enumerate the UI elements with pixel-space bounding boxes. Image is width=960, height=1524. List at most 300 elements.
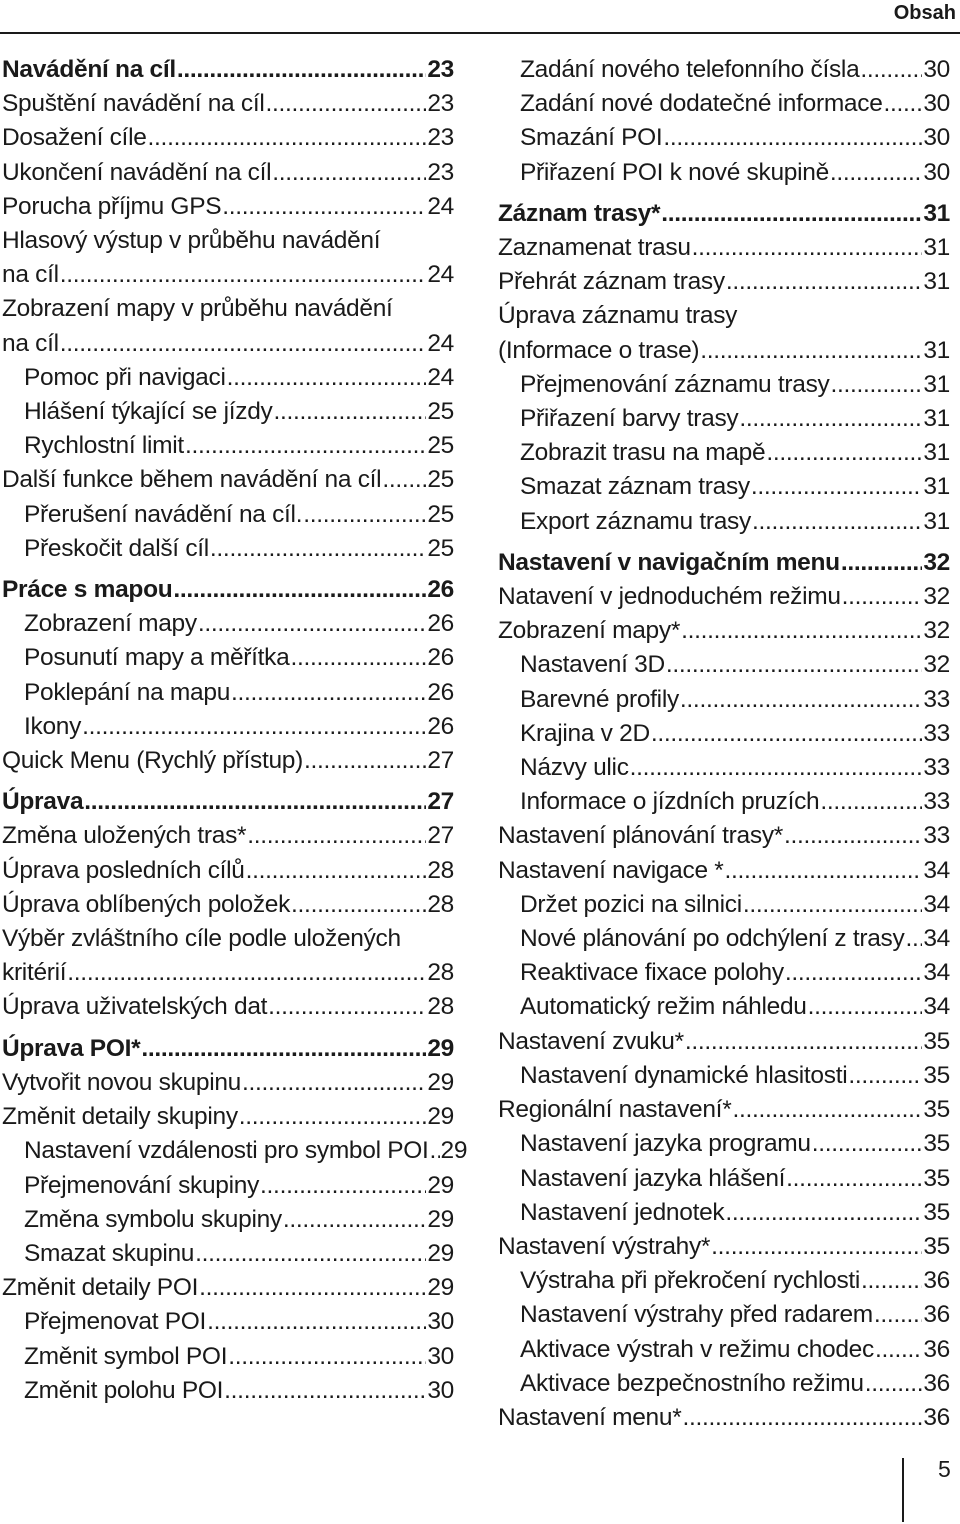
dot-leader [752,505,922,539]
toc-entry-page: 34 [923,890,950,918]
dot-leader [273,395,426,429]
toc-entry [498,683,950,717]
toc-entry-title: Úprava POI* [2,1034,141,1062]
toc-entry-line [24,429,454,463]
dot-leader [808,990,923,1024]
toc-entry-line [520,751,950,785]
toc-entry [498,922,950,956]
toc-entry-title: Držet pozici na silnici [520,890,742,918]
toc-entry [498,1333,950,1367]
toc-entry-line [520,683,950,717]
toc-entry-line [24,1374,454,1408]
toc-entry-title: Smazat záznam trasy [520,473,750,501]
toc-entry [498,1127,950,1161]
toc-entry-title: na cíl [2,261,59,289]
toc-entry-page: 31 [923,405,950,433]
toc-entry-title: Další funkce během navádění na cíl [2,466,382,494]
toc-entry-title-line1: Úprava záznamu trasy [498,302,738,330]
toc-entry-line [2,87,454,121]
toc-entry-page: 34 [923,959,950,987]
toc-entry [2,1203,454,1237]
toc-entry-title: Nastavení jazyka programu [520,1130,811,1158]
dot-leader [242,1066,426,1100]
toc-entry-page: 29 [427,1274,454,1302]
toc-entry-line [2,990,454,1024]
toc-entry-page: 26 [427,712,454,740]
dot-leader [875,1333,922,1367]
toc-entry-title: Barevné profily [520,685,679,713]
dot-leader [663,121,922,155]
toc-entry-title: Změna symbolu skupiny [24,1205,282,1233]
toc-entry-line [498,819,950,853]
dot-leader [651,717,922,751]
toc-entry-page: 31 [923,336,950,364]
toc-entry-line [520,121,950,155]
toc-entry-title: Úprava uživatelských dat [2,993,268,1021]
dot-leader [865,1367,923,1401]
toc-entry-page: 24 [427,261,454,289]
toc-entry-line [498,1093,950,1127]
toc-entry-title: Nastavení v navigačním menu [498,548,840,576]
toc-entry [2,361,454,395]
toc-entry-title: Nastavení 3D [520,651,665,679]
dot-leader [739,402,922,436]
toc-entry-title: Natavení v jednoduchém režimu [498,583,841,611]
toc-entry-title: Úprava posledních cílů [2,856,245,884]
dot-leader [700,334,922,368]
toc-entry-title: Změnit symbol POI [24,1342,228,1370]
toc-entry-title: Přiřazení POI k nové skupině [520,158,829,186]
toc-entry-title: Přeskočit další cíl [24,534,209,562]
dot-leader [725,1196,922,1230]
dot-leader [812,1127,923,1161]
dot-leader [860,53,922,87]
toc-entry-title: Přejmenování záznamu trasy [520,370,830,398]
toc-entry-page: 27 [427,747,454,775]
toc-entry-line [24,1134,468,1168]
toc-entry-line [498,546,950,580]
toc-entry-line [2,156,454,190]
toc-entry-title: Nastavení jazyka hlášení [520,1164,786,1192]
toc-entry-line [2,819,454,853]
toc-entry-page: 24 [427,329,454,357]
toc-entry-page: 31 [923,268,950,296]
toc-entry-page: 24 [427,363,454,391]
page-number: 5 [938,1456,951,1482]
toc-entry-page: 26 [427,644,454,672]
toc-entry-line [24,1169,454,1203]
toc-entry-title: Dosažení cíle [2,124,147,152]
dot-leader [842,580,923,614]
dot-leader [227,361,427,395]
toc-entry-line [520,785,950,819]
dot-leader [905,922,922,956]
dot-leader [726,265,923,299]
toc-entry-title: Záznam trasy* [498,199,661,227]
toc-entry-line [24,1305,454,1339]
toc-entry-title: Nastavení výstrahy* [498,1232,711,1260]
dot-leader [84,785,426,819]
toc-entry [498,990,950,1024]
dot-leader [67,956,426,990]
toc-entry [2,1134,468,1168]
toc-entry-title: Zobrazit trasu na mapě [520,439,766,467]
toc-entry-page: 31 [923,199,950,227]
toc-entry-line [2,463,454,497]
toc-entry-title: Reaktivace fixace polohy [520,959,784,987]
dot-leader [848,1059,922,1093]
toc-entry [2,710,454,744]
toc-section-heading [2,785,454,819]
toc-entry [498,156,950,190]
toc-entry-page: 29 [427,1205,454,1233]
toc-entry-title: Nastavení výstrahy před radarem [520,1301,873,1329]
toc-entry-title: Zobrazení mapy [24,610,197,638]
toc-entry [2,1100,454,1134]
toc-entry [498,1230,950,1264]
toc-entry-page: 28 [427,993,454,1021]
dot-leader [680,683,922,717]
toc-entry-page: 26 [427,576,454,604]
toc-entry-page: 35 [923,1164,950,1192]
toc-entry-line [2,573,454,607]
toc-entry [498,1196,950,1230]
toc-entry-line [24,607,454,641]
toc-entry-title: Krajina v 2D [520,719,650,747]
dot-leader [173,573,426,607]
toc-section-heading [498,197,950,231]
toc-entry [2,922,454,990]
toc-entry-page: 25 [427,500,454,528]
toc-entry-line [2,121,454,155]
toc-entry-line [24,710,454,744]
toc-entry [498,614,950,648]
toc-entry [2,819,454,853]
toc-entry-line [24,1340,454,1374]
toc-entry-line [24,641,454,675]
toc-entry-title: Zaznamenat trasu [498,234,691,262]
dot-leader [231,676,426,710]
dot-leader [711,1230,922,1264]
dot-leader [239,1100,427,1134]
toc-entry-title: Nastavení plánování trasy* [498,822,784,850]
toc-entry-page: 30 [923,124,950,152]
dot-leader [198,607,427,641]
toc-entry-title: Poklepání na mapu [24,678,231,706]
dot-leader [841,546,923,580]
toc-entry-line [520,1059,950,1093]
toc-entry [498,121,950,155]
toc-entry [498,1264,950,1298]
toc-entry-page: 33 [923,788,950,816]
toc-section-heading [498,546,950,580]
toc-entry [2,607,454,641]
toc-entry-title: Přejmenování skupiny [24,1171,260,1199]
toc-entry-title: Nastavení dynamické hlasitosti [520,1061,848,1089]
toc-entry-line [520,1333,950,1367]
toc-entry-line [520,368,950,402]
toc-entry-page: 29 [427,1103,454,1131]
toc-entry [498,717,950,751]
toc-entry-title: Navádění na cíl [2,56,176,83]
toc-entry-page: 27 [427,822,454,850]
toc-entry [498,648,950,682]
toc-entry-page: 34 [923,925,950,953]
dot-leader [283,1203,426,1237]
toc-entry-title: Úprava oblíbených položek [2,890,291,918]
dot-leader [246,854,427,888]
toc-entry-title: Quick Menu (Rychlý přístup) [2,747,303,775]
dot-leader [260,1169,426,1203]
toc-entry [498,888,950,922]
toc-entry-page: 26 [427,610,454,638]
toc-entry [2,224,454,292]
toc-entry-line [520,436,950,470]
toc-entry [2,1169,454,1203]
toc-entry-title: Nové plánování po odchýlení z trasy [520,925,905,953]
toc-entry-page: 23 [427,124,454,152]
dot-leader [692,231,923,265]
toc-entry-line [520,1367,950,1401]
dot-leader [666,648,923,682]
toc-entry-title: Nastavení jednotek [520,1198,725,1226]
toc-entry-title-line1: Výběr zvláštního cíle podle uložených [2,925,401,953]
toc-entry-title: Posunutí mapy a měřítka [24,644,290,672]
toc-entry-line [2,190,454,224]
toc-entry-page: 35 [923,1198,950,1226]
toc-entry [2,463,454,497]
toc-entry-line [24,676,454,710]
toc-entry-page: 33 [923,822,950,850]
toc-entry-page: 29 [427,1239,454,1267]
footer-rule [902,1458,904,1522]
toc-entry-page: 28 [427,856,454,884]
dot-leader [382,463,426,497]
toc-entry-line [520,922,950,956]
dot-leader [141,1032,426,1066]
toc-entry-page: 31 [923,507,950,535]
dot-leader [766,436,922,470]
toc-entry-title: Rychlostní limit [24,432,184,460]
toc-entry-page: 29 [427,1068,454,1096]
toc-entry-title: Ikony [24,712,82,740]
dot-leader [830,156,922,190]
toc-entry-line [2,1100,454,1134]
toc-entry-title: Úprava [2,788,84,816]
toc-entry-title: Automatický režim náhledu [520,993,807,1021]
toc-entry-line [498,854,950,888]
dot-leader [228,1340,426,1374]
toc-entry-page: 26 [427,678,454,706]
toc-entry-page: 33 [923,719,950,747]
dot-leader [268,990,426,1024]
toc-entry-title: Zobrazení mapy* [498,617,681,645]
toc-entry-line [498,1401,950,1435]
toc-entry [498,1093,950,1127]
toc-entry-page: 34 [923,856,950,884]
dot-leader [732,1093,922,1127]
toc-entry-line [520,1162,950,1196]
toc-entry-page: 32 [923,617,950,645]
toc-entry-title: Nastavení zvuku* [498,1027,684,1055]
toc-entry-page: 35 [923,1061,950,1089]
toc-entry-page: 25 [427,398,454,426]
toc-entry-title: Nastavení navigace * [498,856,724,884]
toc-entry [2,854,454,888]
toc-entry [2,641,454,675]
toc-entry-page: 30 [427,1308,454,1336]
toc-entry-title: Smazat skupinu [24,1239,195,1267]
toc-entry [498,1162,950,1196]
toc-section-heading [2,53,454,87]
dot-leader [785,956,923,990]
toc-entry-title: Přejmenovat POI [24,1308,207,1336]
toc-entry-page: 36 [923,1403,950,1431]
toc-entry [498,1025,950,1059]
toc-entry-title: Názvy ulic [520,754,629,782]
toc-entry-page: 31 [923,234,950,262]
dot-leader [210,532,426,566]
toc-entry-page: 36 [923,1335,950,1363]
toc-entry-page: 32 [923,583,950,611]
toc-entry-title: Změnit detaily skupiny [2,1103,238,1131]
toc-entry-line [520,87,950,121]
toc-entry [498,854,950,888]
dot-leader [304,744,426,778]
toc-entry [498,505,950,539]
toc-entry [498,1367,950,1401]
dot-leader [224,1374,426,1408]
toc-entry-line [2,1271,454,1305]
toc-entry-page: 30 [923,90,950,118]
toc-entry [2,888,454,922]
dot-leader [272,156,426,190]
toc-entry-line [520,1264,950,1298]
toc-entry [498,87,950,121]
dot-leader [874,1298,922,1332]
toc-entry-title: Přerušení navádění na cíl. [24,500,303,528]
dot-leader [682,1401,922,1435]
toc-entry-line [498,614,950,648]
toc-entry [498,436,950,470]
dot-leader [884,87,923,121]
toc-entry-title: Výstraha při překročení rychlosti [520,1267,861,1295]
dot-leader [60,327,427,361]
toc-entry-title: Porucha příjmu GPS [2,192,222,220]
toc-entry-page: 31 [923,370,950,398]
toc-entry-page: 29 [440,1137,468,1165]
toc-entry-title: Smazání POI [520,124,663,152]
header-label: Obsah [893,2,956,24]
toc-entry-line [498,197,950,231]
toc-entry-page: 30 [427,1376,454,1404]
toc-entry [2,292,454,360]
dot-leader [177,53,426,87]
toc-entry-title: Pomoc při navigaci [24,363,226,391]
toc-entry [2,190,454,224]
toc-entry-line [2,1032,454,1066]
dot-leader [743,888,923,922]
toc-entry-line [24,532,454,566]
toc-entry-title: Regionální nastavení* [498,1096,732,1124]
toc-entry [2,1305,454,1339]
toc-entry-line [520,956,950,990]
dot-leader [60,258,427,292]
dot-leader [430,1134,440,1168]
toc-entry-title: Aktivace výstrah v režimu chodec [520,1335,874,1363]
toc-entry-page: 34 [923,993,950,1021]
toc-entry-line [2,744,454,778]
toc-entry [498,819,950,853]
toc-entry-title: Vytvořit novou skupinu [2,1068,241,1096]
toc-entry-page: 29 [427,1034,454,1062]
toc-entry-line [24,1203,454,1237]
toc-entry [2,87,454,121]
toc-entry-title: Nastavení vzdálenosti pro symbol POI [24,1137,429,1165]
toc-entry [498,470,950,504]
dot-leader [247,819,426,853]
toc-entry-page: 28 [427,959,454,987]
toc-entry-page: 36 [923,1369,950,1397]
toc-entry-line [2,258,454,292]
toc-entry-page: 25 [427,432,454,460]
toc-entry-page: 36 [923,1301,950,1329]
toc-entry-line [498,580,950,614]
dot-leader [820,785,922,819]
toc-entry-page: 25 [427,534,454,562]
toc-section-heading [2,1032,454,1066]
toc-entry-line [2,327,454,361]
toc-entry [498,402,950,436]
toc-entry [2,156,454,190]
toc-entry-line [24,498,454,532]
toc-entry [498,580,950,614]
toc-entry-line [520,717,950,751]
toc-entry-line [498,265,950,299]
toc-column-left [2,53,468,1408]
dot-leader [861,1264,922,1298]
toc-entry-title: Informace o jízdních pruzích [520,788,820,816]
toc-entry [2,676,454,710]
toc-entry-page: 28 [427,890,454,918]
toc-entry-line [498,1025,950,1059]
toc-entry-page: 23 [427,56,454,83]
header-rule [0,32,960,34]
toc-entry [2,744,454,778]
toc-entry-line [520,402,950,436]
toc-entry [498,1401,950,1435]
toc-entry-title: Nastavení menu* [498,1403,682,1431]
toc-entry-line [520,1298,950,1332]
dot-leader [303,498,426,532]
dot-leader [266,87,427,121]
toc-entry-page: 33 [923,685,950,713]
toc-entry [498,1059,950,1093]
toc-entry [2,532,454,566]
toc-entry-title-line1: Zobrazení mapy v průběhu navádění [2,295,393,323]
toc-entry-page: 35 [923,1096,950,1124]
toc-entry-title: (Informace o trase) [498,336,700,364]
dot-leader [830,368,922,402]
toc-entry-line [520,888,950,922]
toc-entry-title: Změnit polohu POI [24,1376,224,1404]
toc-entry [2,429,454,463]
toc-entry-page: 31 [923,473,950,501]
toc-entry-page: 35 [923,1130,950,1158]
toc-entry-title: Hlášení týkající se jízdy [24,398,273,426]
toc-entry-title: kritérií [2,959,67,987]
toc-column-right [498,53,950,1435]
